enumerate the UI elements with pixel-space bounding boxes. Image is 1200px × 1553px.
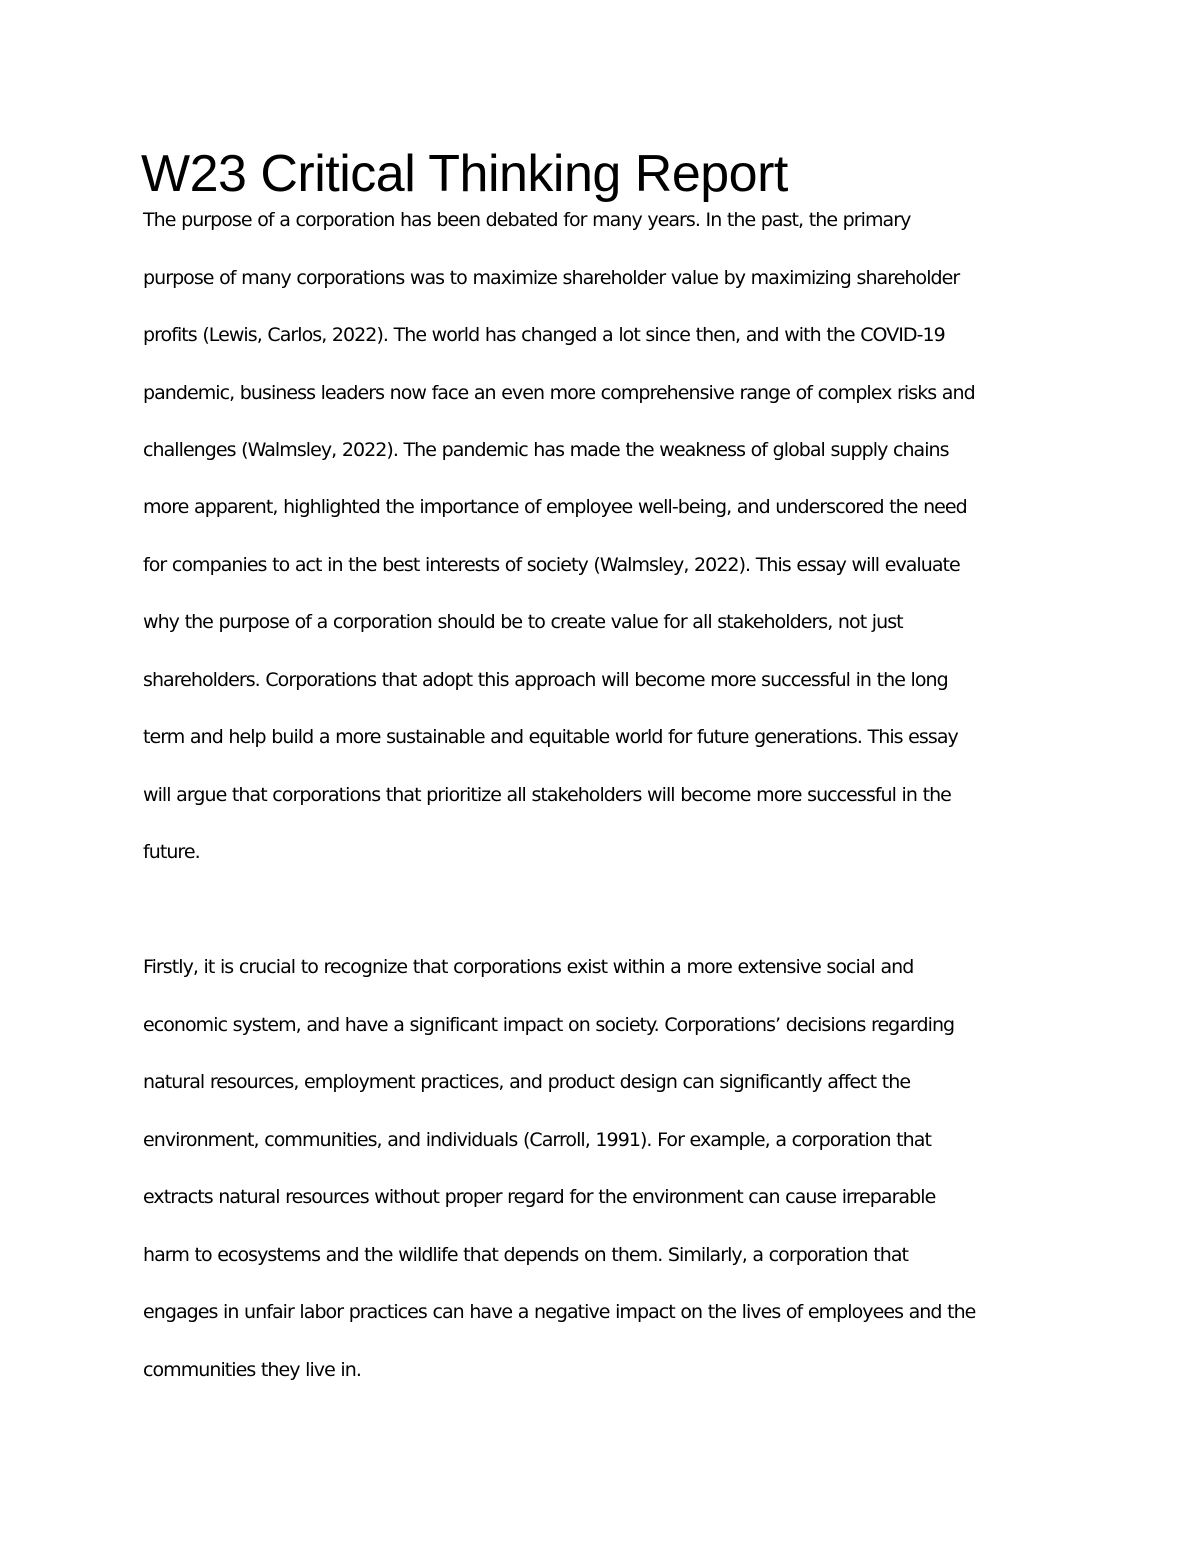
paragraph-line: for companies to act in the best interests of society (Walmsley, 2022). This essay will evaluate	[143, 554, 960, 576]
paragraph-line: engages in unfair labor practices can have a negative impact on the lives of employees and the	[143, 1301, 976, 1323]
paragraph-line: environment, communities, and individuals (Carroll, 1991). For example, a corporation that	[143, 1129, 931, 1151]
paragraph-line: extracts natural resources without proper regard for the environment can cause irreparable	[143, 1186, 936, 1208]
paragraph-line: future.	[143, 841, 200, 863]
paragraph-line: harm to ecosystems and the wildlife that depends on them. Similarly, a corporation that	[143, 1244, 909, 1266]
paragraph-line: purpose of many corporations was to maximize shareholder value by maximizing shareholder	[143, 267, 960, 289]
paragraph-line: communities they live in.	[143, 1359, 361, 1381]
paragraph-line: shareholders. Corporations that adopt this approach will become more successful in the long	[143, 669, 948, 691]
paragraph-line: more apparent, highlighted the importance of employee well-being, and underscored the need	[143, 496, 967, 518]
paragraph-line: pandemic, business leaders now face an even more comprehensive range of complex risks and	[143, 382, 975, 404]
paragraph-line: challenges (Walmsley, 2022). The pandemic has made the weakness of global supply chains	[143, 439, 949, 461]
paragraph-line: Firstly, it is crucial to recognize that corporations exist within a more extensive social and	[143, 956, 914, 978]
paragraph-line: profits (Lewis, Carlos, 2022). The world has changed a lot since then, and with the COVID-19	[143, 324, 945, 346]
paragraph-line: natural resources, employment practices, and product design can significantly affect the	[143, 1071, 911, 1093]
paragraph-line: will argue that corporations that prioritize all stakeholders will become more successful in the	[143, 784, 951, 806]
document-title: W23 Critical Thinking Report	[141, 145, 788, 203]
paragraph-line: term and help build a more sustainable and equitable world for future generations. This essay	[143, 726, 958, 748]
paragraph-line: The purpose of a corporation has been debated for many years. In the past, the primary	[143, 209, 911, 231]
paragraph-line: why the purpose of a corporation should be to create value for all stakeholders, not just	[143, 611, 903, 633]
paragraph-line: economic system, and have a significant impact on society. Corporations’ decisions regarding	[143, 1014, 955, 1036]
